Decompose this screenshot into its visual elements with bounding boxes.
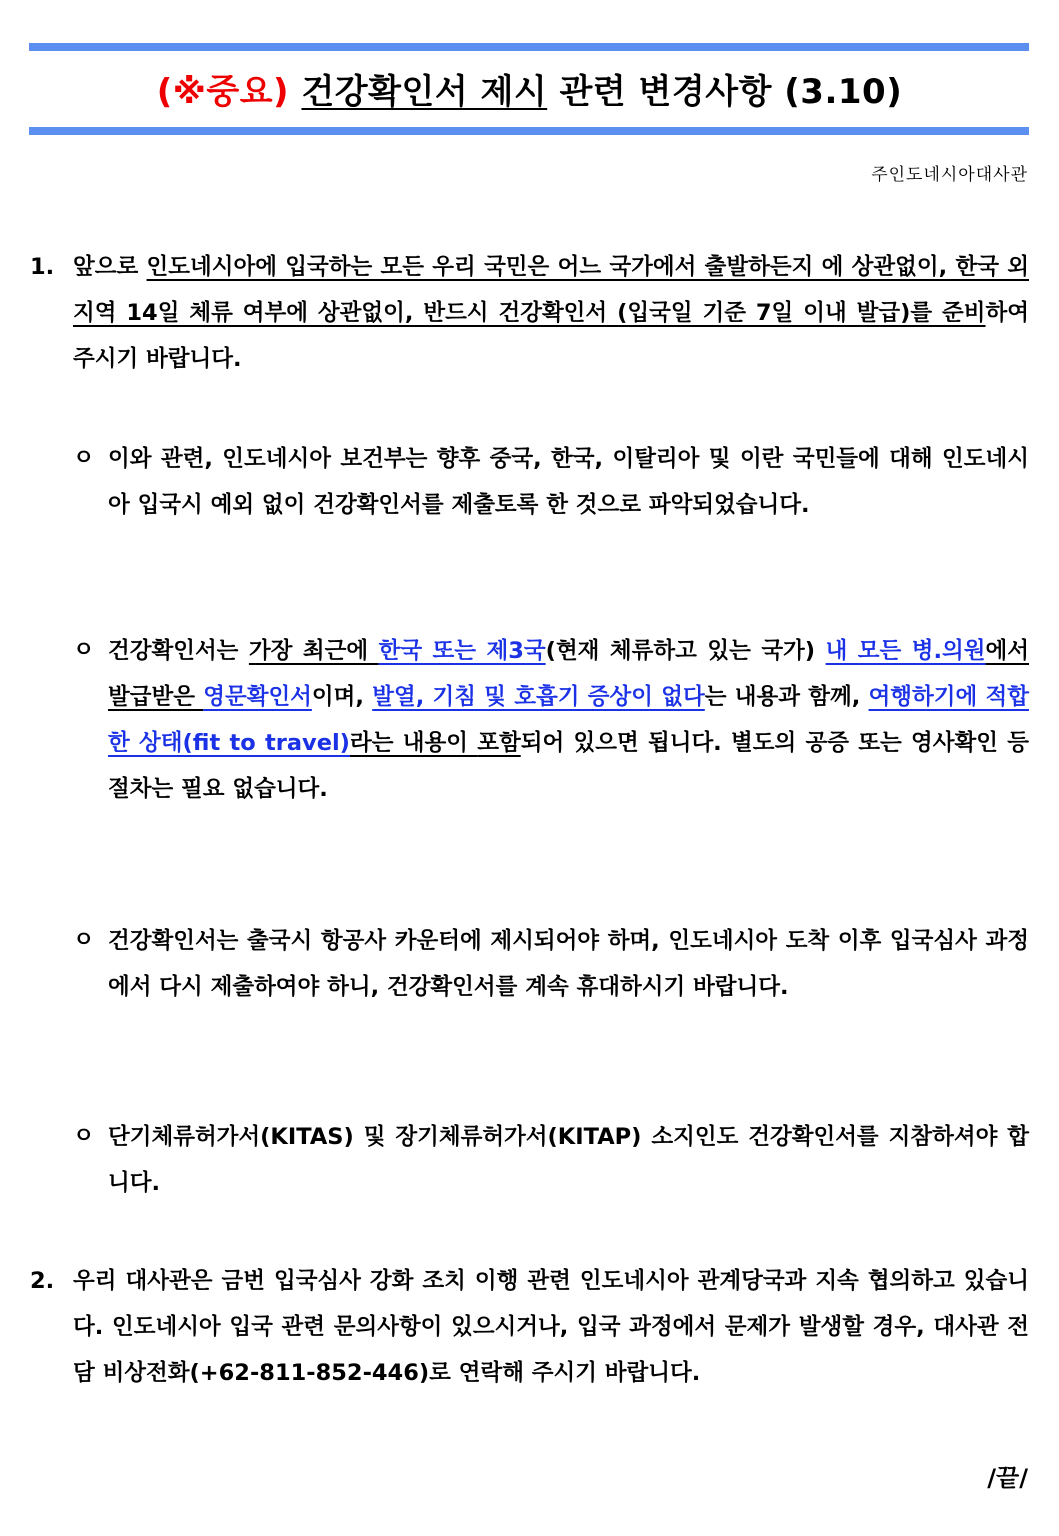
bullet-1-marker: ㅇ bbox=[73, 446, 95, 471]
section-2-text: 우리 대사관은 금번 입국심사 강화 조치 이행 관련 인도네시아 관계당국과 지속 협의하고 있습니다. 인도네시아 입국 관련 문의사항이 있으시거나, 입국 과정에서 문제가 발생할 경우, 대사관 전담 비상전화(+62-811-852-446)로 연락해 주시기 바랍니다. bbox=[73, 1268, 1029, 1386]
bullet-2-highlight: 한국 또는 제3국 bbox=[378, 638, 546, 664]
bullet-2-highlight: 영문확인서 bbox=[203, 684, 312, 710]
title-important-tag: (※중요) bbox=[156, 72, 290, 112]
bullet-3-marker: ㅇ bbox=[73, 928, 95, 953]
bullet-2-marker: ㅇ bbox=[73, 638, 95, 663]
title-rule-bottom bbox=[29, 127, 1029, 135]
section-1-lead: 앞으로 bbox=[73, 254, 147, 280]
issuer: 주인도네시아대사관 bbox=[871, 165, 1028, 185]
bullet-2-part: 이며, bbox=[311, 684, 373, 710]
section-1-tail: 하여 주시기 바랍니다. bbox=[73, 300, 1029, 372]
bullet-2-part: 에서 발급받은 bbox=[108, 638, 1030, 710]
title-rule-top bbox=[29, 43, 1029, 51]
bullet-2-part: 가장 최근에 bbox=[248, 638, 379, 664]
end-mark: /끝/ bbox=[987, 1464, 1028, 1492]
bullet-3-text: 건강확인서는 출국시 항공사 카운터에 제시되어야 하며, 인도네시아 도착 이후 입국심사 과정에서 다시 제출하여야 하니, 건강확인서를 계속 휴대하시기 바랍니다. bbox=[108, 928, 1029, 1000]
bullet-2-part: 라는 내용이 bbox=[349, 730, 478, 756]
page-title bbox=[0, 62, 1059, 122]
title-underlined: 건강확인서 제시 bbox=[301, 72, 548, 112]
bullet-2-highlight: 내 모든 병.의원 bbox=[825, 638, 986, 664]
bullet-2-part: 는 내용과 함께, bbox=[704, 684, 869, 710]
bullet-2-highlight: 여행하기에 적합한 상태(fit to travel) bbox=[108, 684, 1029, 756]
bullet-2-highlight: 발열, 기침 및 호흡기 증상이 없다 bbox=[372, 684, 705, 710]
section-2-number: 2. bbox=[30, 1268, 55, 1294]
bullet-1-text: 이와 관련, 인도네시아 보건부는 향후 중국, 한국, 이탈리아 및 이란 국민들에 대해 인도네시아 입국시 예외 없이 건강확인서를 제출토록 한 것으로 파악되었습니다. bbox=[108, 446, 1029, 518]
bullet-2-part: (현재 체류하고 있는 국가) bbox=[545, 638, 826, 664]
bullet-2-part: 포함 bbox=[477, 730, 521, 756]
section-1-text bbox=[73, 244, 1029, 382]
title-rest: 관련 변경사항 (3.10) bbox=[547, 72, 903, 112]
section-1-underlined: 인도네시아에 입국하는 모든 우리 국민은 어느 국가에서 출발하든지 에 상관없이, 한국 외 지역 14일 체류 여부에 상관없이, 반드시 건강확인서 (입국일 기준 7일 이내 발급)를 준비 bbox=[73, 254, 1029, 326]
bullet-2-part: 건강확인서는 bbox=[108, 638, 249, 664]
bullet-4-marker: ㅇ bbox=[73, 1124, 95, 1149]
bullet-2-text bbox=[108, 628, 1029, 812]
section-1-number: 1. bbox=[30, 254, 55, 280]
bullet-2-part: 되어 있으면 됩니다. 별도의 공증 또는 영사확인 등 절차는 필요 없습니다. bbox=[108, 730, 1029, 802]
bullet-4-text: 단기체류허가서(KITAS) 및 장기체류허가서(KITAP) 소지인도 건강확인서를 지참하셔야 합니다. bbox=[108, 1124, 1029, 1196]
